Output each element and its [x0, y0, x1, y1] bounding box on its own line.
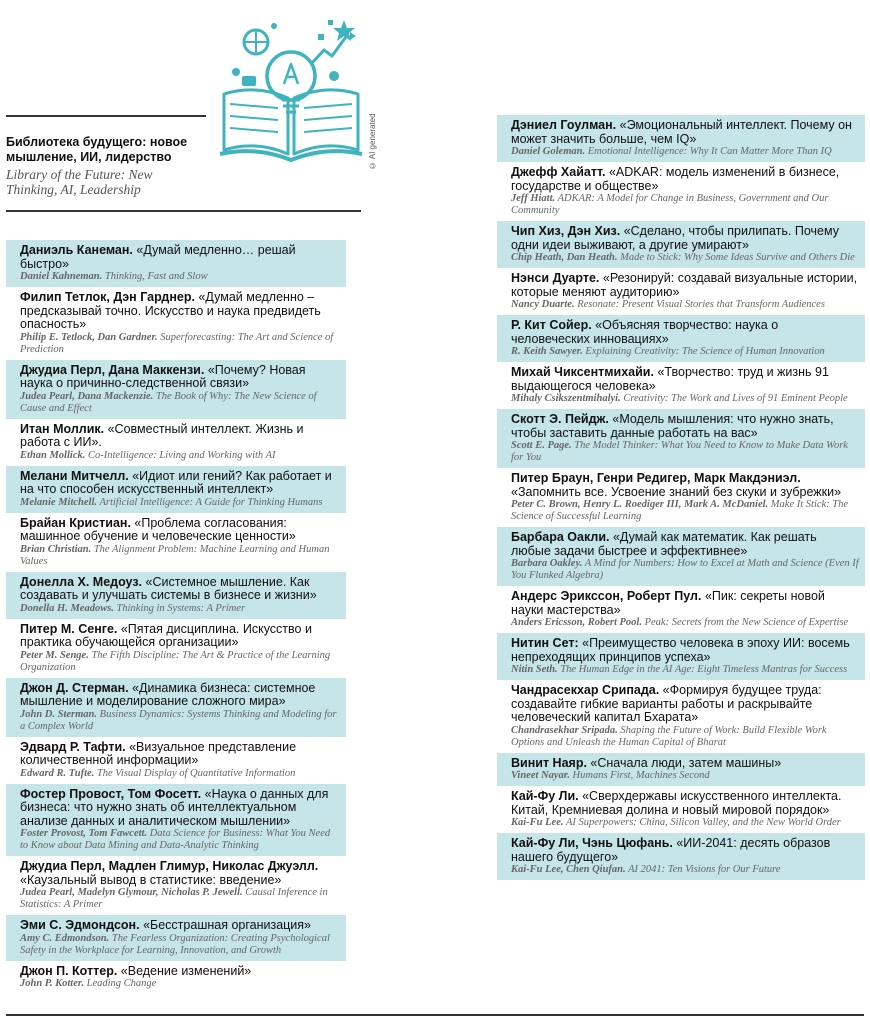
title-ru: «Почему? Новая наука о причинно-следственной связи»: [20, 362, 306, 390]
book-title-en: [511, 346, 859, 358]
title-en: Creativity: The Work and Lives of 91 Eminent People: [623, 393, 848, 404]
author-ru: Эми С. Эдмондсон.: [20, 918, 140, 932]
author-en: Anders Ericsson, Robert Pool.: [511, 617, 642, 628]
book-title-en: [511, 440, 859, 464]
author-en: Kai-Fu Lee.: [511, 817, 564, 828]
author-en: Judea Pearl, Madelyn Glymour, Nicholas P. Jewell.: [20, 887, 243, 898]
title-en: Causal Inference in Statistics: A Primer: [20, 887, 328, 910]
author-ru: Джудиа Перл, Мадлен Глимур, Николас Джуэлл.: [20, 859, 319, 873]
title-en: AI 2041: Ten Visions for Our Future: [628, 864, 781, 875]
title-en: Thinking, Fast and Slow: [104, 271, 208, 282]
title-ru: «Творчество: труд и жизнь 91 выдающегося человека»: [511, 365, 829, 393]
book-title-en: [511, 146, 859, 158]
book-entry: [6, 856, 346, 915]
author-ru: Итан Моллик.: [20, 421, 105, 436]
author-en: Nitin Seth.: [511, 664, 558, 675]
book-title-ru: [511, 472, 859, 499]
book-title-en: [20, 978, 340, 990]
page-title-ru: Библиотека будущего: новое мышление, ИИ, лидерство: [6, 135, 188, 164]
book-title-en: [511, 252, 859, 264]
author-ru: Нэнси Дуарте.: [511, 271, 600, 285]
bottom-rule: [6, 1014, 864, 1016]
book-entry: [497, 362, 865, 409]
title-ru: «Запомнить все. Усвоение знаний без скуки и зубрежки»: [511, 484, 842, 499]
title-ru: «Наука о данных для бизнеса: что нужно знать об интеллектуальном анализе данных и аналитическом мышлении»: [20, 786, 329, 828]
book-entry: [497, 753, 865, 787]
title-ru: «Динамика бизнеса: системное мышление и моделирование сложного мира»: [20, 680, 316, 708]
title-en: The Visual Display of Quantitative Information: [96, 767, 296, 779]
book-entry: [497, 586, 865, 633]
author-en: Vineet Nayar.: [511, 770, 570, 781]
book-title-ru: [511, 166, 859, 193]
title-ru: «ИИ-2041: десять образов нашего будущего»: [511, 836, 831, 864]
author-ru: Кай-Фу Ли.: [511, 789, 579, 803]
author-en: Chandrasekhar Sripada.: [511, 724, 618, 736]
title-en: Leading Change: [86, 978, 157, 989]
book-entry: [497, 633, 865, 680]
book-title-en: [20, 933, 340, 957]
title-ru: «Эмоциональный интеллект. Почему он может значить больше, чем IQ»: [511, 118, 852, 146]
title-en: Resonate: Present Visual Stories that Transform Audiences: [577, 299, 825, 310]
book-title-en: [20, 768, 340, 780]
book-title-en: [20, 332, 340, 356]
book-entry: [497, 833, 865, 880]
title-ru: «Совместный интеллект. Жизнь и работа с ИИ».: [20, 421, 304, 449]
author-ru: Джон П. Коттер.: [20, 963, 118, 978]
book-lightbulb-logo: [216, 14, 366, 164]
book-title-ru: [20, 244, 340, 271]
author-ru: Мелани Митчелл.: [20, 468, 129, 483]
book-title-en: [20, 450, 340, 462]
book-title-ru: [511, 790, 859, 817]
title-ru: «Идиот или гений? Как работает и на что способен искусственный интеллект»: [20, 468, 332, 496]
book-title-ru: [20, 623, 340, 650]
author-ru: Джефф Хайатт.: [511, 165, 606, 179]
title-en: Artificial Intelligence: A Guide for Thinking Humans: [99, 496, 323, 508]
book-title-en: [511, 193, 859, 217]
book-title-en: [20, 603, 340, 615]
book-title-en: [511, 558, 859, 582]
title-ru: «Преимущество человека в эпоху ИИ: восемь непреходящих принципов успеха»: [511, 636, 850, 664]
title-en: The Human Edge in the AI Age: Eight Timeless Mantras for Success: [560, 664, 848, 675]
book-title-ru: [511, 837, 859, 864]
book-title-en: [511, 864, 859, 876]
left-book-list: [6, 240, 346, 994]
book-title-en: [20, 887, 340, 911]
book-entry: [497, 680, 865, 753]
book-entry: [6, 360, 346, 419]
title-ru: «Думай как математик. Как решать любые задачи быстрее и эффективнее»: [511, 530, 817, 558]
book-entry: [6, 287, 346, 360]
title-en: Co-Intelligence: Living and Working with AI: [87, 449, 276, 461]
author-en: Daniel Goleman.: [511, 146, 586, 157]
author-en: Judea Pearl, Dana Mackenzie.: [20, 390, 154, 402]
book-title-ru: [20, 470, 340, 497]
author-en: Barbara Oakley.: [511, 558, 583, 569]
author-ru: Даниэль Канеман.: [20, 243, 133, 257]
author-en: Amy C. Edmondson.: [20, 932, 110, 944]
title-ru: «Каузальный вывод в статистике: введение»: [20, 872, 282, 887]
title-en: The Fifth Discipline: The Art & Practice of the Learning Organization: [20, 649, 331, 673]
book-title-en: [20, 544, 340, 568]
book-title-ru: [511, 531, 859, 558]
author-en: Donella H. Meadows.: [20, 602, 114, 614]
book-entry: [497, 409, 865, 468]
author-ru: Винит Наяр.: [511, 755, 587, 770]
ai-generated-note: © AI generated: [368, 113, 377, 170]
author-ru: Донелла Х. Медоуз.: [20, 574, 143, 589]
title-en: Superforecasting: The Art and Science of Prediction: [20, 331, 334, 355]
book-title-en: [511, 725, 859, 749]
author-en: Mihaly Csikszentmihalyi.: [511, 393, 621, 404]
author-ru: Чандрасекхар Срипада.: [511, 683, 660, 697]
title-en: Emotional Intelligence: Why It Can Matter More Than IQ: [587, 146, 832, 157]
top-rule: [6, 115, 206, 117]
author-en: Daniel Kahneman.: [20, 271, 103, 282]
author-ru: Чип Хиз, Дэн Хиз.: [511, 224, 621, 238]
book-title-en: [511, 770, 859, 782]
author-en: Ethan Mollick.: [20, 449, 86, 461]
author-en: Edward R. Tufte.: [20, 767, 95, 779]
book-entry: [6, 915, 346, 961]
author-en: Chip Heath, Dan Heath.: [511, 252, 618, 263]
author-en: Kai-Fu Lee, Chen Qiufan.: [511, 864, 626, 875]
author-ru: Нитин Сет:: [511, 636, 579, 650]
title-en: AI Superpowers: China, Silicon Valley, and the New World Order: [565, 817, 841, 828]
author-ru: Андерс Эрикссон, Роберт Пул.: [511, 589, 702, 603]
title-ru: «Сначала люди, затем машины»: [590, 755, 782, 770]
book-title-ru: [20, 576, 340, 603]
author-ru: Р. Кит Сойер.: [511, 318, 592, 332]
author-en: Melanie Mitchell.: [20, 496, 97, 508]
book-entry: [6, 572, 346, 619]
book-title-ru: [511, 119, 859, 146]
author-en: Brian Christian.: [20, 543, 92, 555]
book-title-ru: [20, 860, 340, 887]
book-entry: [497, 527, 865, 586]
title-en: The Alignment Problem: Machine Learning and Human Values: [20, 543, 330, 567]
book-title-ru: [20, 788, 340, 829]
author-ru: Джудиа Перл, Дана Маккензи.: [20, 362, 205, 377]
author-ru: Филип Тетлок, Дэн Гарднер.: [20, 290, 195, 304]
title-ru: «Формируя будущее труда: создавайте гибкие варианты работы и раскрывайте человеческий капитал Бхарата»: [511, 683, 822, 724]
book-title-en: [511, 664, 859, 676]
book-title-ru: [511, 225, 859, 252]
book-entry: [497, 221, 865, 268]
book-entry: [497, 315, 865, 362]
title-ru: «ADKAR: модель изменений в бизнесе, государстве и обществе»: [511, 165, 840, 193]
book-title-en: [20, 391, 340, 415]
book-title-ru: [511, 684, 859, 725]
book-entry: [6, 240, 346, 287]
author-ru: Брайан Кристиан.: [20, 515, 131, 530]
title-en: Peak: Secrets from the New Science of Expertise: [644, 617, 849, 628]
book-title-ru: [20, 741, 340, 768]
book-entry: [497, 786, 865, 833]
title-en: Explaining Creativity: The Science of Human Innovation: [585, 346, 825, 357]
author-ru: Питер Браун, Генри Редигер, Марк Макдэниэл.: [511, 471, 801, 485]
page-title-block: [6, 135, 206, 197]
title-ru: «Визуальное представление количественной информации»: [20, 739, 297, 767]
book-entry: [497, 268, 865, 315]
book-title-en: [20, 709, 340, 733]
book-title-en: [20, 828, 340, 852]
page-title-en: Library of the Future: New Thinking, AI, Leadership: [6, 167, 153, 197]
author-en: Foster Provost, Tom Fawcett.: [20, 828, 148, 839]
title-ru: «Системное мышление. Как создавать и улучшать системы в бизнесе и жизни»: [20, 574, 317, 602]
book-title-en: [511, 817, 859, 829]
book-entry: [6, 513, 346, 572]
book-entry: [6, 678, 346, 737]
title-ru: «Объясняя творчество: наука о человеческих инновациях»: [511, 318, 779, 346]
book-title-ru: [511, 366, 859, 393]
right-book-list: [497, 115, 865, 880]
book-title-ru: [20, 291, 340, 332]
book-title-en: [20, 497, 340, 509]
title-en: Data Science for Business: What You Need to Know about Data Mining and Data-Analytic Thinking: [20, 828, 331, 851]
book-entry: [6, 419, 346, 466]
book-title-ru: [511, 590, 859, 617]
author-en: Nancy Duarte.: [511, 299, 575, 310]
title-ru: «Сделано, чтобы прилипать. Почему одни идеи выживают, а другие умирают»: [511, 224, 839, 252]
author-en: Philip E. Tetlock, Dan Gardner.: [20, 331, 158, 343]
title-ru: «Сверхдержавы искусственного интеллекта. Китай, Кремниевая долина и новый мировой порядок»: [511, 789, 842, 817]
author-ru: Кай-Фу Ли, Чэнь Цюфань.: [511, 836, 673, 850]
author-ru: Дэниел Гоулман.: [511, 118, 617, 132]
book-title-en: [511, 499, 859, 523]
title-ru: «Бесстрашная организация»: [143, 918, 312, 932]
title-ru: «Пятая дисциплина. Искусство и практика обучающейся организации»: [20, 621, 312, 649]
book-title-ru: [511, 272, 859, 299]
author-en: John D. Sterman.: [20, 708, 98, 720]
title-en: Thinking in Systems: A Primer: [116, 602, 246, 614]
book-title-ru: [511, 757, 859, 771]
author-en: Jeff Hiatt.: [511, 193, 556, 204]
author-ru: Эдвард Р. Тафти.: [20, 739, 126, 754]
title-en: Business Dynamics: Systems Thinking and Modeling for a Complex World: [20, 708, 337, 732]
book-title-ru: [20, 682, 340, 709]
book-entry: [497, 115, 865, 162]
book-entry: [497, 162, 865, 221]
title-ru: «Пик: секреты новой науки мастерства»: [511, 589, 825, 617]
book-title-en: [20, 271, 340, 283]
book-entry: [6, 961, 346, 995]
book-title-en: [20, 650, 340, 674]
book-title-ru: [20, 965, 340, 979]
book-title-ru: [20, 423, 340, 450]
book-entry: [6, 619, 346, 678]
title-en: The Fearless Organization: Creating Psychological Safety in the Workplace for Learning, Innovation, and Growth: [20, 932, 330, 956]
title-rule: [6, 210, 361, 212]
author-ru: Питер М. Сенге.: [20, 621, 118, 636]
book-title-ru: [511, 413, 859, 440]
author-en: Scott E. Page.: [511, 440, 572, 451]
title-ru: «Ведение изменений»: [120, 963, 252, 978]
author-ru: Фостер Провост, Том Фосетт.: [20, 786, 202, 801]
book-entry: [6, 784, 346, 857]
book-title-en: [511, 617, 859, 629]
book-title-ru: [511, 637, 859, 664]
title-ru: «Думай медленно… решай быстро»: [20, 243, 296, 271]
book-title-ru: [511, 319, 859, 346]
title-en: A Mind for Numbers: How to Excel at Math and Science (Even If You Flunked Algebra): [511, 558, 859, 581]
title-ru: «Проблема согласования: машинное обучение и человеческие ценности»: [20, 515, 296, 543]
title-ru: «Резонируй: создавай визуальные истории, которые меняют аудиторию»: [511, 271, 858, 299]
book-title-en: [511, 299, 859, 311]
author-ru: Скотт Э. Пейдж.: [511, 412, 609, 426]
book-entry: [497, 468, 865, 527]
author-ru: Михай Чиксентмихайи.: [511, 365, 654, 379]
author-en: John P. Kotter.: [20, 978, 84, 989]
book-title-en: [511, 393, 859, 405]
title-en: Made to Stick: Why Some Ideas Survive and Others Die: [620, 252, 855, 263]
title-ru: «Думай медленно – предсказывай точно. Искусство и наука предвидеть опасность»: [20, 290, 321, 331]
book-entry: [6, 737, 346, 784]
author-en: Peter C. Brown, Henry L. Roediger III, Mark A. McDaniel.: [511, 499, 769, 510]
author-en: Peter M. Senge.: [20, 649, 89, 661]
title-en: Humans First, Machines Second: [572, 770, 710, 781]
author-en: R. Keith Sawyer.: [511, 346, 583, 357]
book-entry: [6, 466, 346, 513]
title-en: The Model Thinker: What You Need to Know to Make Data Work for You: [511, 440, 848, 463]
author-ru: Джон Д. Стерман.: [20, 680, 129, 695]
title-en: Make It Stick: The Science of Successful Learning: [511, 499, 849, 522]
title-en: The Book of Why: The New Science of Cause and Effect: [20, 390, 317, 414]
title-ru: «Модель мышления: что нужно знать, чтобы заставить данные работать на вас»: [511, 412, 834, 440]
author-ru: Барбара Оакли.: [511, 530, 610, 544]
book-title-ru: [20, 517, 340, 544]
title-en: ADKAR: A Model for Change in Business, Government and Our Community: [511, 193, 829, 216]
book-title-ru: [20, 919, 340, 933]
book-title-ru: [20, 364, 340, 391]
title-en: Shaping the Future of Work: Build Flexible Work Options and Unleash the Human Capital of Bharat: [511, 724, 827, 748]
